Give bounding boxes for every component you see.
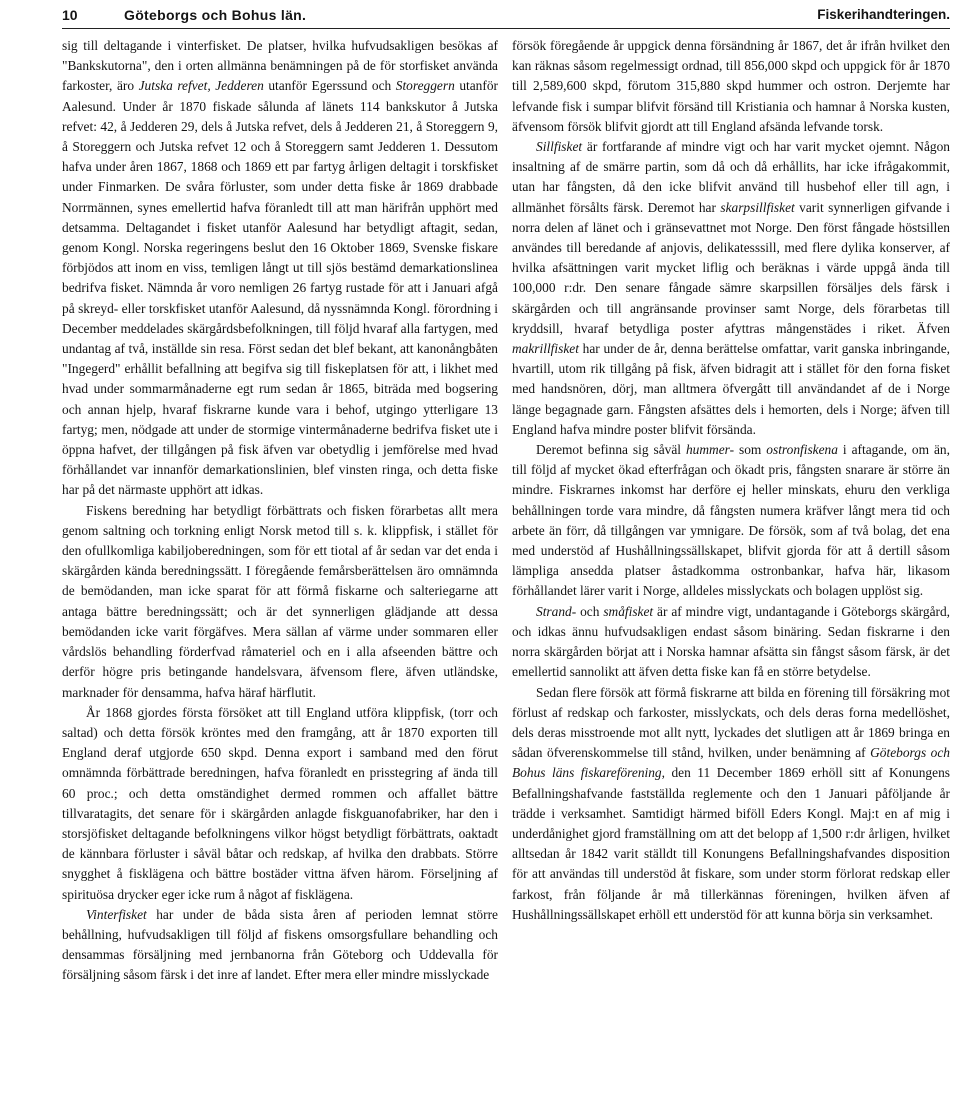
section-title: Fiskerihandteringen. bbox=[817, 7, 950, 22]
page-title: Göteborgs och Bohus län. bbox=[124, 7, 307, 23]
paragraph-bankskutor: sig till deltagande i vinterfisket. De platser, hvilka hufvudsakligen besökas af "Bankskutorna", den i orten allmänna benämningen på de för storfisket använda farkoster, äro Jutska refvet, Jedderen utanför Egerssund och Storeggern utanför Aalesund. Under år 1870 fiskade sålunda af länets 114 bankskutor å Jutska refvet: 42, å Jedderen 29, dels å Jutska refvet, dels å Jedderen 21, å Storeggern 9, å Storeggern och Jutska refvet 12 och å Storeggern samt Jedderen 1. Dessutom hafva under åren 1867, 1868 och 1869 ett par fartyg årligen deltagit i torskfisket under Finmarken. De svåra förluster, som under detta fiske år 1869 drabbade Norrmännen, synes emellertid hafva föranledt till att man härifrån upphört med detsamma. Deltagandet i fisket utanför Aalesund har betydligt aftagit, sedan, genom Kongl. Norska regeringens beslut den 16 Oktober 1869, Svenske fiskare förbjödos att inom en viss, temligen långt ut till sjös bestämd demarkationslinea bedrifva fisket. Nämnda år voro nemligen 26 fartyg rustade för att i Januari afgå på skreyd- eller torskfisket utanför Aalesund, då nyssnämnda Kongl. förordning i December meddelades skärgårdsbefolkningen, till följd hvaraf alla fartygen, med undantag af två, inställde sin resa. Först sedan det blef bekant, att kanonångbåten "Ingegerd" erhållit befallning att begifva sig till fiskeplatsen för att, i likhet med hvad under sommarmånaderne egt rum sedan år 1865, biträda med bogsering och annan hjelp, hvaraf fiskrarne kunde vara i behof, utgingo ytterligare 13 fartyg; men, nödgade att under de stormige vintermånaderne bedrifva fisket ute i öppna hafvet, der tillgången på fisk äfven var obetydlig i jemförelse med hvad förhållandet var innanför demarkationslinien, blef vinsten ringa, och detta fiske har på det närmaste upphört att idkas. bbox=[62, 38, 498, 498]
paragraph-hummer-ostron: Deremot befinna sig såväl hummer- som ostronfiskena i aftagande, om än, till följd af mycket ökad efterfrågan och ökadt pris, fångsten snarare är större än mindre. Fiskrarnes inkomst har derföre ej heller minskats, ehuru den verkliga behållningen torde vara mindre, då fångsten numera kräfver långt mera tid och arbete än förr, då tillgången var ymnigare. De försök, som af två bolag, det ena med understöd af Hushållningssällskapet, blifvit gjorda för att å dertill såsom lämpliga ansedda platser åstadkomma ostronbankar, hafva här, likasom förhållandet lärer varit i Norge, alldeles misslyckats och bolagen upplöst sig. bbox=[512, 442, 950, 599]
right-column bbox=[512, 36, 950, 925]
left-column bbox=[62, 36, 498, 986]
paragraph-forsandning: försök föregående år uppgick denna försändning år 1867, det år ifrån hvilket den kan räknas såsom regelmessigt ordnad, till 856,000 skpd och uppgick för år 1870 till 2,589,600 skpd, förutom 315,880 skpd hummer och ostron. Derjemte har lefvande fisk i sumpar blifvit försänd till Kristiania och hamnar å Norska kusten, äfvensom försök blifvit gjordt att till England afsända lefvande torsk. bbox=[512, 38, 950, 134]
page-number: 10 bbox=[62, 7, 78, 23]
page-header bbox=[62, 6, 950, 29]
paragraph-klippfisk-export: År 1868 gjordes första försöket att till England utföra klippfisk, (torr och saltad) och detta försök kröntes med den framgång, att år 1870 exporten till England deraf utgjorde 650 skpd. Denna export i samband med den förut omnämnda förbättrade beredningen, hafva föranledt en prisstegring af ända till 60 proc.; och detta omständighet dermed rommen och affallet bättre tillvaratagits, det senare för i skärgården anlagde fiskguanofabriker, har den i storsjöfisket deltagande befolkningens vilkor högst betydligt förbättrats, oaktadt de kännbara förluster i såväl båtar och redskap, af hvilka den drabbats. Större snygghet å fisklägena och bättre bostäder vittna äfven härom. Förseljning af spirituösa drycker eger icke rum å något af fisklägena. bbox=[62, 704, 498, 902]
paragraph-fiskens-beredning: Fiskens beredning har betydligt förbättrats och fisken förarbetas allt mera genom saltning och torkning enligt Norsk metod till s. k. klippfisk, i stället för den ofullkomliga kabiljoberedningen, som för ett tiotal af år sedan var det enda i skärgården kända beredningssätt. I föregående femårsberättelsen äro omnämnda de bemödanden, man icke sparat för att förmå fiskarne och salteriegarne att antaga bättre beredningssätt; och är det synnerligen glädjande att dessa bemödanden icke varit förgäfves. Mera sällan af värme under sommaren eller vårdslös behandling förderfvad råmateriel och en i alla afseenden bättre och derför högre pris betingande handelsvara, äfvensom flere, äfven utländske, marknader för densamma, hafva häraf härflutit. bbox=[62, 502, 498, 700]
paragraph-vinterfisket: Vinterfisket har under de båda sista åren af perioden lemnat större behållning, hufvudsakligen till följd af fiskens omsorgsfullare behandling och densammas försäljning med jernbanorna från Göteborg och Uddevalla för försäljning såsom färsk i det inre af landet. Efter mera eller mindre misslyckade bbox=[62, 906, 498, 983]
paragraph-strandfisket: Strand- och småfisket är af mindre vigt, undantagande i Göteborgs skärgård, och idkas ännu hufvudsakligen endast såsom binäring. Sedan fiskrarne i den norra skärgården börjat att i Norska hamnar afsätta sin fångst såsom färsk, är det emellertid sannolikt att äfven detta fiske kan få en större betydelse. bbox=[512, 603, 951, 680]
paragraph-sillfisket: Sillfisket är fortfarande af mindre vigt och har varit mycket ojemnt. Någon insaltning af de smärre partin, som då och då erhållits, har icke ifrågakommit, utan har fångsten, då den icke blifvit använd till husbehof eller till agn, i allmänhet försålts färsk. Deremot har skarpsillfisket varit synnerligen gifvande i norra delen af länet och i gränsevattnet mot Norge. Den först fångade höstsillen användes till beredande af anjovis, delikatesssill, med flere dylika konserver, af hvilka afsättningen varit mycket liflig och beräknas i värde uppgå ända till 100,000 r:dr. Den senare fångade sämre skarpsillen försäljes dels färsk i skärgården och till angränsande provinser samt Norge, dels förarbetas till kryddsill, hvaraf betydliga poster afyttras mångenstädes i riket. Äfven makrillfisket har under de år, denna berättelse omfattar, varit ganska inbringande, hvartill, utom rik tillgång på fisk, äfven bidragit att i stället för den forna fisket med handsnören, dörj, man alltmera öfvergått till användandet af de i Norge länge begagnade garn. Fångsten afsättes dels i hemorten, dels i Norge; äfven till England hafva mindre poster blifvit försända. bbox=[512, 139, 950, 437]
paragraph-fiskareforening: Sedan flere försök att förmå fiskrarne att bilda en förening till försäkring mot förlust af redskap och farkoster, misslyckats, och dels deras forna medellöshet, dels deras misstroende mot allt nytt, lyckades det slutligen att år 1869 bringa en sådan öfverenskommelse till stånd, hvilken, under benämning af Göteborgs och Bohus läns fiskareförening, den 11 December 1869 erhöll sitt af Konungens Befallningshafvande fastställda reglemente och den 1 Januari påföljande år trädde i verksamhet. Samtidigt härmed biföll Eders Kongl. Maj:t en af mig i underdånighet gjord framställning om att det belopp af 1,500 r:dr årligen, hvilket alltsedan år 1842 varit ställdt till Konungens Befallningshafvandes disposition för att användas till understöd åt fiskare, som under storm förlorat redskap eller farkost, från följande år må tillerkännas föreningen, hvilken äfven af Hushållningssällskapet erhöll ett understöd för att kunna börja sin verksamhet. bbox=[512, 684, 950, 922]
